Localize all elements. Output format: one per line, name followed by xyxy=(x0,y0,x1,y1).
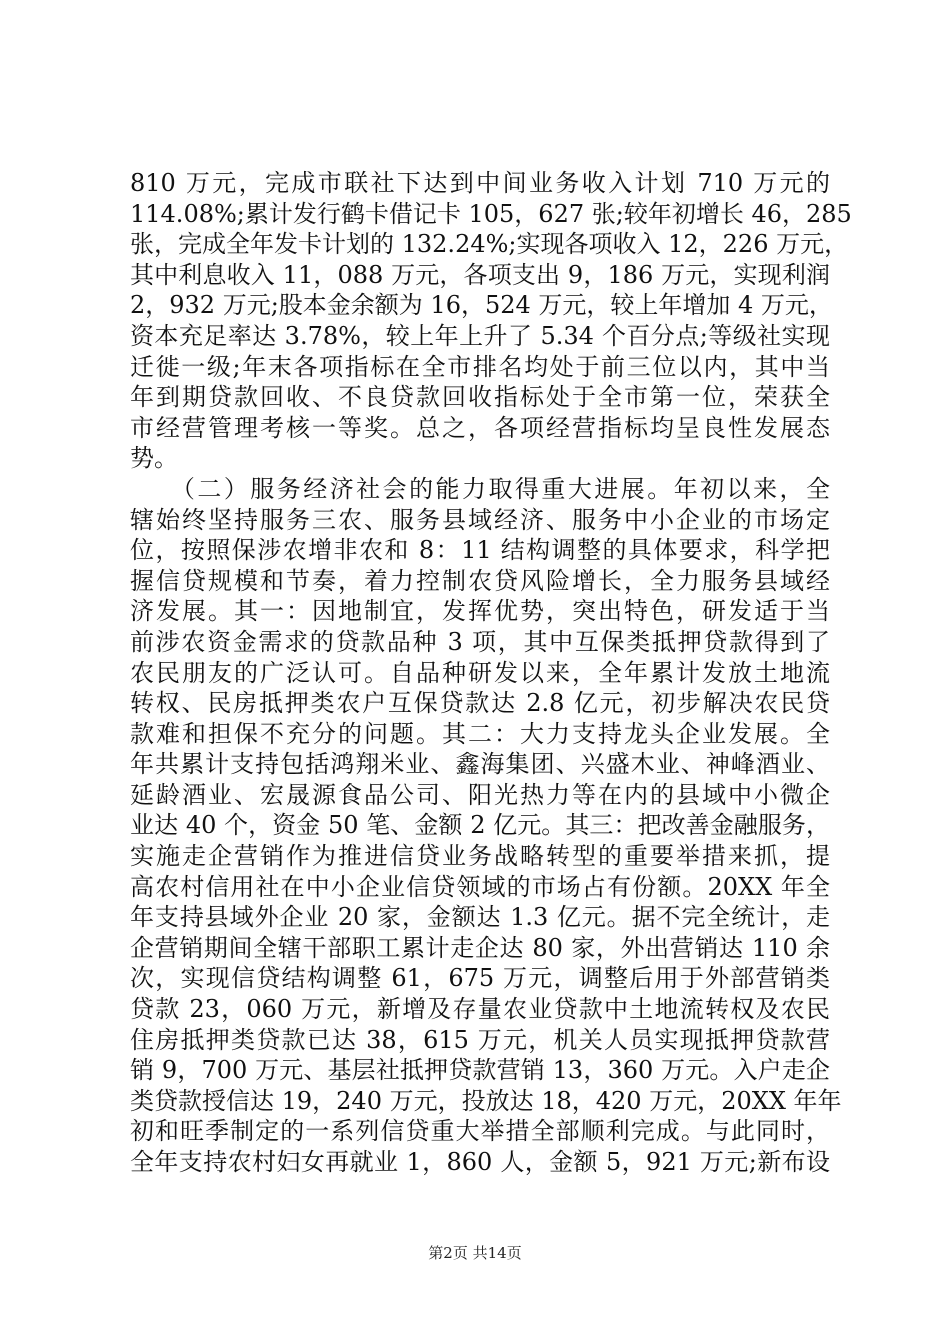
text-line: 其中利息收入 11，088 万元，各项支出 9，186 万元，实现利润 xyxy=(130,260,830,289)
body-text xyxy=(130,168,852,1178)
text-line: （二）服务经济社会的能力取得重大进展。年初以来，全 xyxy=(130,474,830,503)
text-line: 贷款 23，060 万元，新增及存量农业贷款中土地流转权及农民 xyxy=(130,995,830,1024)
text-line: 张，完成全年发卡计划的 132.24%;实现各项收入 12，226 万元， xyxy=(130,230,849,259)
text-line: 次，实现信贷结构调整 61，675 万元，调整后用于外部营销类 xyxy=(130,964,830,993)
text-line: 2，932 万元;股本金余额为 16，524 万元，较上年增加 4 万元， xyxy=(130,291,833,320)
text-line: 济发展。其一：因地制宜，发挥优势，突出特色，研发适于当 xyxy=(130,597,830,626)
page-footer: 第2页 共14页 xyxy=(428,1244,522,1262)
text-line: 位，按照保涉农增非农和 8：11 结构调整的具体要求，科学把 xyxy=(130,536,830,565)
text-line: 握信贷规模和节奏，着力控制农贷风险增长，全力服务县域经 xyxy=(130,566,830,595)
text-line: 年支持县域外企业 20 家，金额达 1.3 亿元。据不完全统计，走 xyxy=(130,903,830,932)
text-line: 年共累计支持包括鸿翔米业、鑫海集团、兴盛木业、神峰酒业、 xyxy=(130,750,830,779)
text-line: 转权、民房抵押类农户互保贷款达 2.8 亿元，初步解决农民贷 xyxy=(130,689,830,718)
text-line: 114.08%;累计发行鹤卡借记卡 105，627 张;较年初增长 46，285 xyxy=(130,199,852,228)
text-line: 市经营管理考核一等奖。总之，各项经营指标均呈良性发展态 xyxy=(130,413,830,442)
text-line: 810 万元，完成市联社下达到中间业务收入计划 710 万元的 xyxy=(130,169,830,197)
text-line: 资本充足率达 3.78%，较上年上升了 5.34 个百分点;等级社实现 xyxy=(130,321,830,350)
text-line: 势。 xyxy=(130,444,178,473)
text-line: 全年支持农村妇女再就业 1，860 人，金额 5，921 万元;新布设 xyxy=(130,1148,830,1176)
text-line: 住房抵押类贷款已达 38，615 万元，机关人员实现抵押贷款营 xyxy=(130,1025,830,1054)
text-line: 企营销期间全辖干部职工累计走企达 80 家，外出营销达 110 余 xyxy=(130,933,830,962)
text-line: 类贷款授信达 19，240 万元，投放达 18，420 万元，20XX 年年 xyxy=(130,1086,842,1115)
text-line: 实施走企营销作为推进信贷业务战略转型的重要举措来抓，提 xyxy=(130,842,830,871)
text-line: 销 9，700 万元、基层社抵押贷款营销 13，360 万元。入户走企 xyxy=(130,1056,830,1085)
text-line: 前涉农资金需求的贷款品种 3 项，其中互保类抵押贷款得到了 xyxy=(130,627,830,656)
text-line: 辖始终坚持服务三农、服务县域经济、服务中小企业的市场定 xyxy=(130,505,830,534)
text-line: 农民朋友的广泛认可。自品种研发以来，全年累计发放土地流 xyxy=(130,658,830,687)
text-line: 初和旺季制定的一系列信贷重大举措全部顺利完成。与此同时， xyxy=(130,1117,830,1146)
text-line: 款难和担保不充分的问题。其二：大力支持龙头企业发展。全 xyxy=(130,719,830,748)
text-line: 高农村信用社在中小企业信贷领域的市场占有份额。20XX 年全 xyxy=(130,872,830,901)
text-line: 业达 40 个，资金 50 笔、金额 2 亿元。其三：把改善金融服务， xyxy=(130,811,830,840)
text-line: 迁徙一级;年末各项指标在全市排名均处于前三位以内，其中当 xyxy=(130,352,830,381)
text-line: 年到期贷款回收、不良贷款回收指标处于全市第一位，荣获全 xyxy=(130,383,830,412)
text-line: 延龄酒业、宏晟源食品公司、阳光热力等在内的县域中小微企 xyxy=(130,780,830,809)
